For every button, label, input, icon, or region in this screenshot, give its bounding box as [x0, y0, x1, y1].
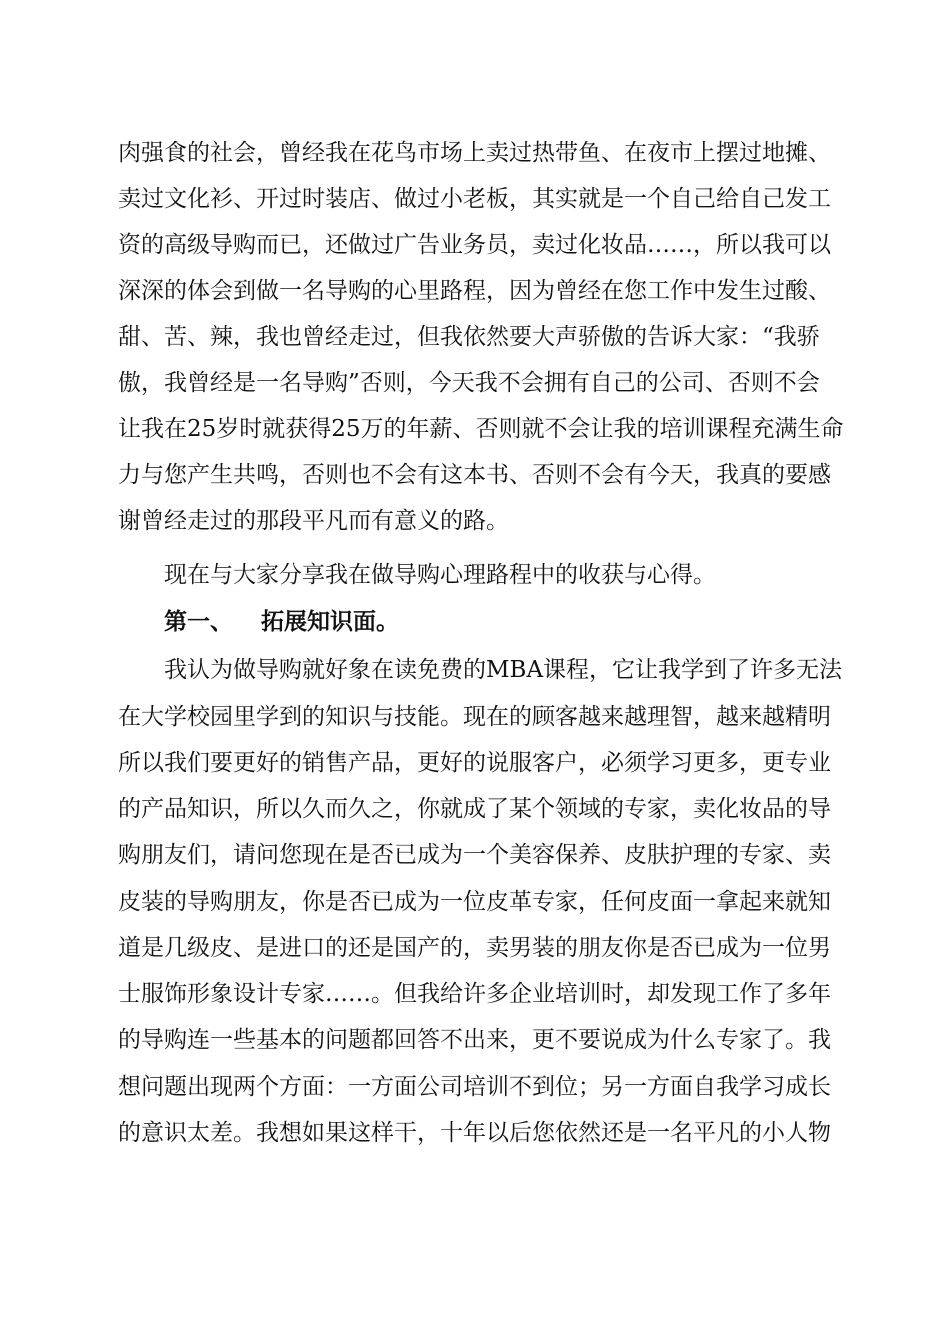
body-text-line: 现在与大家分享我在做导购心理路程中的收获与心得。	[164, 562, 716, 588]
body-text-line: 让我在25岁时就获得25万的年薪、否则就不会让我的培训课程充满生命	[118, 416, 844, 442]
section-number: 第一、	[164, 609, 233, 635]
body-text-line: 深深的体会到做一名导购的心里路程，因为曾经在您工作中发生过酸、	[118, 278, 831, 304]
body-text-line: 购朋友们，请问您现在是否已成为一个美容保养、皮肤护理的专家、卖	[118, 842, 831, 868]
body-text-line: 的意识太差。我想如果这样干，十年以后您依然还是一名平凡的小人物	[118, 1120, 831, 1146]
body-text-line: 在大学校园里学到的知识与技能。现在的顾客越来越理智，越来越精明	[118, 704, 831, 730]
body-text-line: 甜、苦、辣，我也曾经走过，但我依然要大声骄傲的告诉大家：“我骄	[118, 324, 820, 350]
body-text-line: 卖过文化衫、开过时装店、做过小老板，其实就是一个自己给自己发工	[118, 186, 831, 212]
body-text-line: 力与您产生共鸣，否则也不会有这本书、否则不会有今天，我真的要感	[118, 462, 831, 488]
body-text-line: 谢曾经走过的那段平凡而有意义的路。	[118, 508, 509, 534]
body-text-line: 肉强食的社会，曾经我在花鸟市场上卖过热带鱼、在夜市上摆过地摊、	[118, 140, 831, 166]
body-text-line: 皮装的导购朋友，你是否已成为一位皮革专家，任何皮面一拿起来就知	[118, 889, 831, 915]
body-text-line: 所以我们要更好的销售产品，更好的说服客户，必须学习更多，更专业	[118, 750, 831, 776]
body-text-line: 的产品知识，所以久而久之，你就成了某个领域的专家，卖化妆品的导	[118, 796, 831, 822]
section-title: 拓展知识面。	[261, 609, 399, 635]
body-text-line: 资的高级导购而已，还做过广告业务员，卖过化妆品……，所以我可以	[118, 232, 831, 258]
body-text-line: 道是几级皮、是进口的还是国产的，卖男装的朋友你是否已成为一位男	[118, 935, 831, 961]
body-text-line: 想问题出现两个方面：一方面公司培训不到位；另一方面自我学习成长	[118, 1074, 831, 1100]
body-text-line: 士服饰形象设计专家……。但我给许多企业培训时，却发现工作了多年	[118, 981, 831, 1007]
body-text-line: 傲，我曾经是一名导购”否则，今天我不会拥有自己的公司、否则不会	[118, 370, 820, 396]
section-heading	[164, 602, 399, 642]
body-text-line: 我认为做导购就好象在读免费的MBA课程，它让我学到了许多无法	[164, 657, 843, 683]
body-text-line: 的导购连一些基本的问题都回答不出来，更不要说成为什么专家了。我	[118, 1027, 831, 1053]
